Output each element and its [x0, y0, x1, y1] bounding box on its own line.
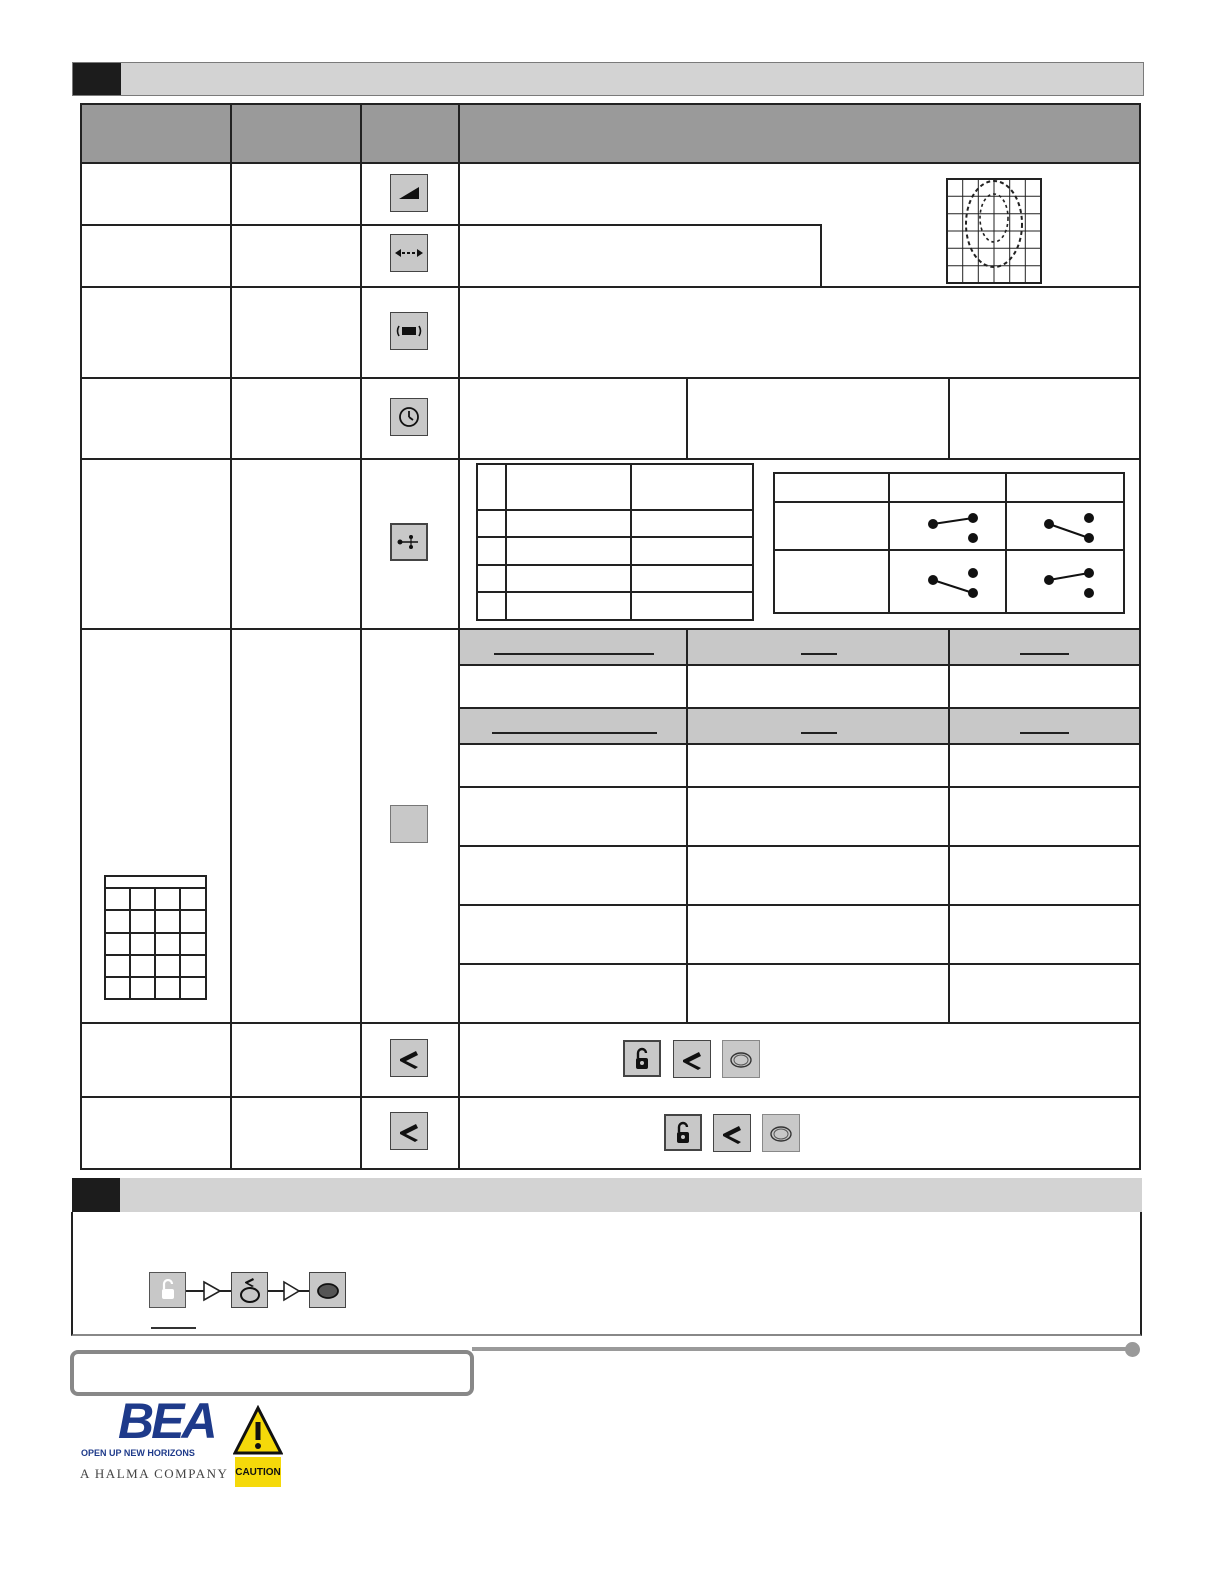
- clock-icon[interactable]: [390, 398, 428, 436]
- footer-rule-end: [1125, 1342, 1140, 1357]
- row-divider: [80, 1022, 1141, 1024]
- row-divider: [80, 458, 1141, 460]
- remote-press-icon[interactable]: [231, 1272, 268, 1308]
- row-divider: [459, 664, 1140, 666]
- cell-divider: [948, 377, 950, 459]
- row-divider: [459, 904, 1140, 906]
- section-header-bar: [72, 1178, 1142, 1212]
- col-divider-2: [360, 103, 362, 1170]
- col-divider-1: [230, 103, 232, 1170]
- relay-contact-symbol: [1045, 569, 1093, 597]
- relay-contact-symbol: [929, 569, 977, 597]
- caution-text: CAUTION: [235, 1457, 281, 1487]
- tagline: OPEN UP NEW HORIZONS: [81, 1448, 195, 1458]
- relay-contact-symbol: [929, 514, 977, 542]
- dip-switch-table: [476, 463, 754, 621]
- footer-rule: [472, 1347, 1132, 1351]
- row-divider: [459, 707, 1140, 709]
- remote-control-icon[interactable]: [713, 1114, 751, 1152]
- confirm-button-icon[interactable]: [309, 1272, 346, 1308]
- row-divider: [80, 1096, 1141, 1098]
- row-divider: [80, 162, 1141, 164]
- remote-control-icon[interactable]: [390, 1039, 428, 1077]
- row-divider: [459, 845, 1140, 847]
- section-header-tab: [72, 1178, 120, 1212]
- caution-label: [233, 1405, 283, 1487]
- row-divider: [459, 743, 1140, 745]
- row-divider: [80, 286, 1141, 288]
- header-underline: [801, 653, 837, 655]
- page-number-box: [70, 1350, 474, 1396]
- header-underline: [1020, 732, 1069, 734]
- remote-control-icon[interactable]: [390, 1112, 428, 1150]
- vibration-device-icon[interactable]: [390, 312, 428, 350]
- relay-contact-table: [773, 472, 1125, 614]
- relay-output-icon[interactable]: [390, 523, 428, 561]
- row-divider: [459, 786, 1140, 788]
- header-underline: [492, 732, 657, 734]
- sequence-arrow: [186, 1280, 232, 1302]
- unlock-icon[interactable]: [623, 1040, 661, 1077]
- detection-field-diagram: [946, 178, 1042, 284]
- row-divider: [459, 963, 1140, 965]
- section-header-bar: [72, 62, 1144, 96]
- width-arrows-icon[interactable]: [390, 234, 428, 272]
- confirm-button-icon[interactable]: [722, 1040, 760, 1078]
- header-underline: [1020, 653, 1069, 655]
- unlock-icon[interactable]: [149, 1272, 186, 1308]
- unlock-icon[interactable]: [664, 1114, 702, 1151]
- company-name: A HALMA COMPANY: [80, 1466, 229, 1481]
- blank-icon[interactable]: [390, 805, 428, 843]
- sensitivity-ramp-icon[interactable]: [390, 174, 428, 212]
- confirm-button-icon[interactable]: [762, 1114, 800, 1152]
- remote-control-icon[interactable]: [673, 1040, 711, 1078]
- cell-divider: [820, 224, 822, 287]
- step-underline: [151, 1327, 196, 1329]
- small-grid-diagram: [104, 875, 207, 1000]
- header-underline: [494, 653, 654, 655]
- row-divider: [80, 377, 1141, 379]
- sequence-arrow: [268, 1280, 310, 1302]
- warning-triangle-icon: [233, 1405, 283, 1457]
- header-underline: [801, 732, 837, 734]
- sub-table-header: [460, 630, 1139, 665]
- sub-table-header: [460, 708, 1139, 744]
- bea-logo-mark: BEA: [118, 1393, 215, 1449]
- bea-logo: [80, 1393, 230, 1484]
- section-header-tab: [73, 63, 121, 95]
- row-divider: [80, 224, 822, 226]
- cell-divider: [686, 377, 688, 459]
- relay-contact-symbol: [1045, 514, 1093, 542]
